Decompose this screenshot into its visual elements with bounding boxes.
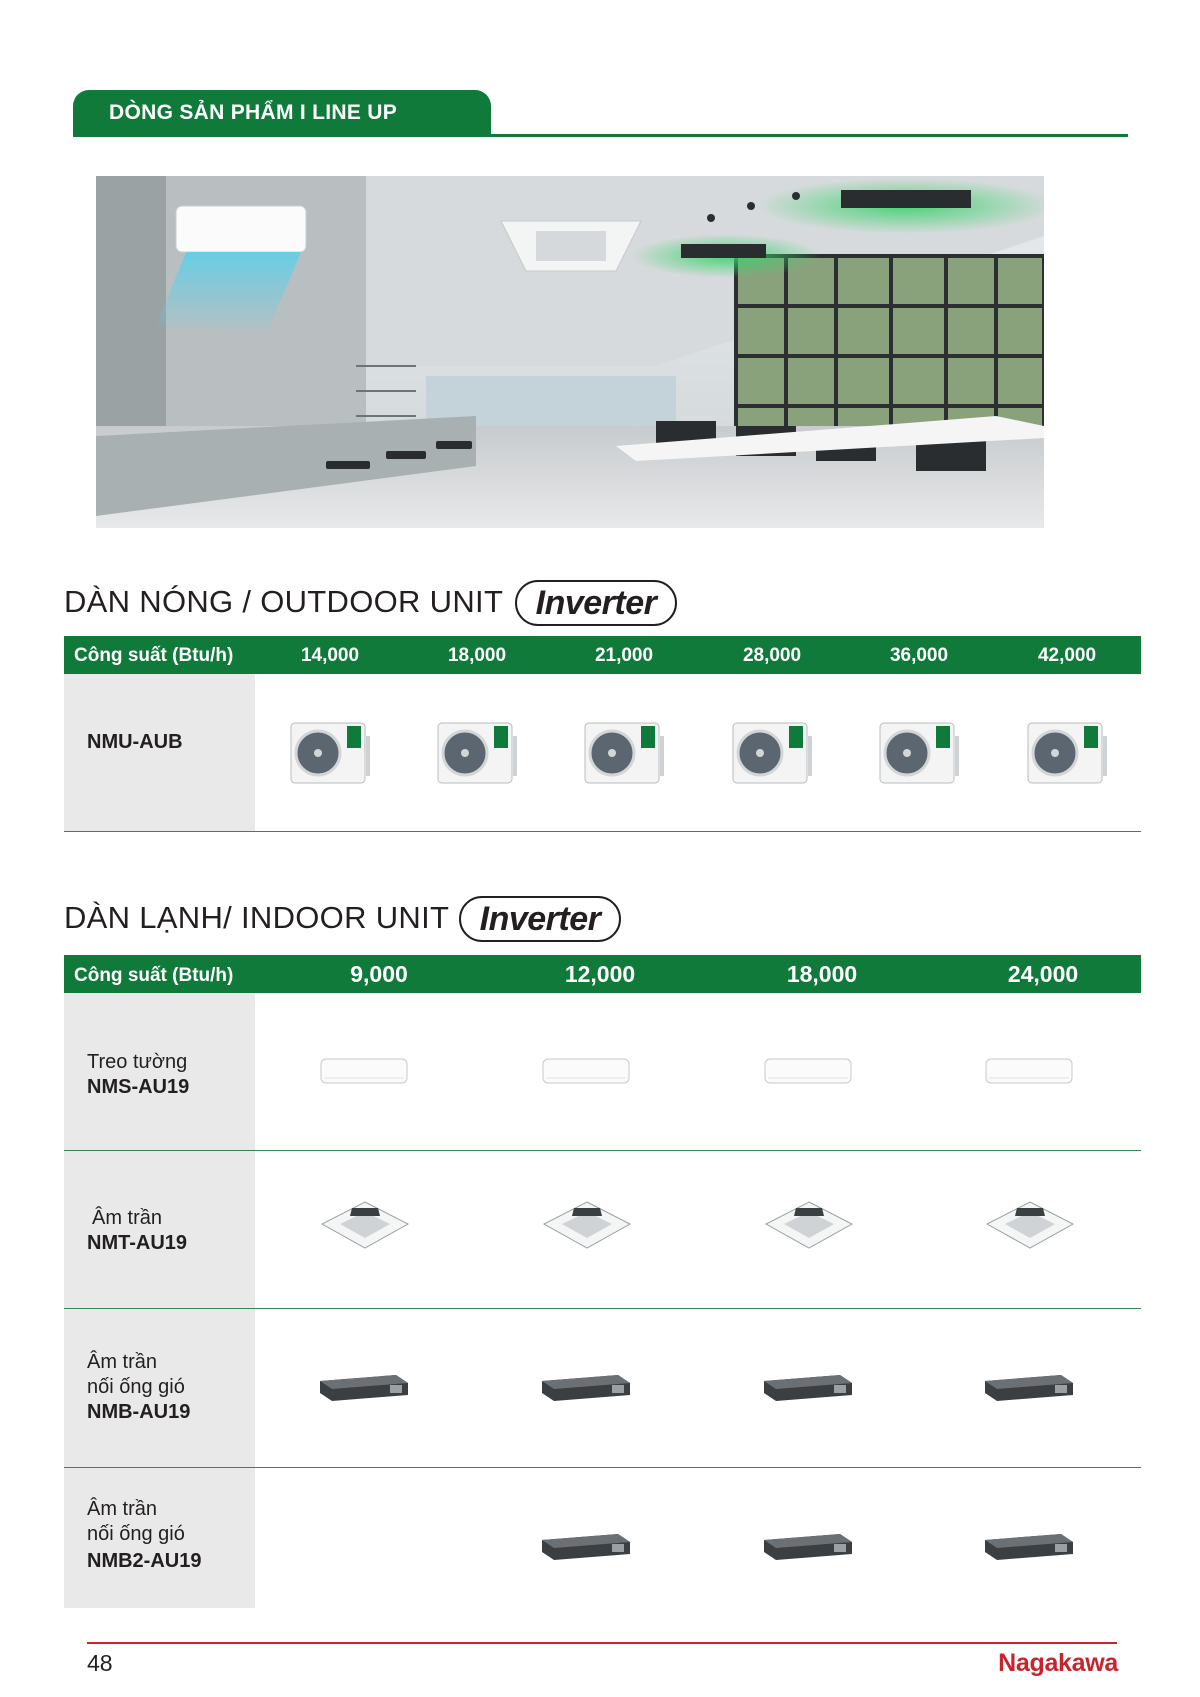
outdoor-unit-icon	[879, 722, 961, 791]
outdoor-table-header	[64, 636, 1141, 674]
outdoor-unit-icon	[584, 722, 666, 791]
brand-logo: Nagakawa	[998, 1649, 1118, 1677]
ducted-unit-icon	[762, 1373, 854, 1408]
indoor-section-title: DÀN LẠNH/ INDOOR UNIT	[64, 900, 450, 935]
outdoor-capacity-5: 36,000	[889, 645, 949, 666]
outdoor-capacity-2: 18,000	[447, 645, 507, 666]
indoor-row-type: Treo tường	[87, 1051, 188, 1073]
cassette-unit-icon	[542, 1200, 632, 1255]
indoor-capacity-3: 18,000	[786, 961, 858, 987]
footer-rule	[87, 1642, 1117, 1644]
wall-mounted-unit-icon	[542, 1058, 630, 1091]
ducted-unit-icon	[540, 1532, 632, 1567]
outdoor-unit-icon	[290, 722, 372, 791]
indoor-row-type-2: nối ống gió	[87, 1523, 185, 1545]
indoor-row-label	[87, 1050, 189, 1100]
indoor-capacity-1: 9,000	[350, 961, 408, 987]
indoor-capacity-4: 24,000	[1007, 961, 1079, 987]
indoor-row-model: NMT-AU19	[87, 1232, 188, 1254]
cassette-unit-icon	[764, 1200, 854, 1255]
outdoor-capacity-1: 14,000	[300, 645, 360, 666]
indoor-row-model: NMB2-AU19	[87, 1550, 202, 1572]
indoor-row-type: Âm trần	[87, 1351, 158, 1373]
ducted-unit-icon	[540, 1373, 632, 1408]
hero-image	[96, 176, 1044, 528]
outdoor-unit-icon	[437, 722, 519, 791]
indoor-table-header	[64, 955, 1141, 993]
indoor-row-type: Âm trần	[87, 1498, 158, 1520]
wall-mounted-unit-icon	[985, 1058, 1073, 1091]
indoor-row-model: NMB-AU19	[87, 1401, 191, 1423]
outdoor-unit-icon	[1027, 722, 1109, 791]
page-number: 48	[87, 1650, 113, 1676]
outdoor-section-title: DÀN NÓNG / OUTDOOR UNIT	[64, 584, 504, 619]
indoor-inverter-badge: Inverter	[459, 896, 621, 942]
section-tab: DÒNG SẢN PHẨM I LINE UP	[73, 90, 491, 136]
outdoor-row-rule	[64, 831, 1141, 832]
indoor-row-label	[87, 1206, 188, 1256]
outdoor-model: NMU-AUB	[87, 731, 183, 753]
indoor-row-type-2: nối ống gió	[87, 1376, 185, 1398]
cassette-unit-icon	[320, 1200, 410, 1255]
wall-mounted-unit-icon	[320, 1058, 408, 1091]
indoor-row-label	[87, 1350, 190, 1425]
section-tab-rule	[73, 134, 1128, 137]
ducted-unit-icon	[983, 1532, 1075, 1567]
indoor-row-type: Âm trần	[92, 1207, 163, 1229]
indoor-row-model: NMS-AU19	[87, 1076, 190, 1098]
outdoor-unit-icon	[732, 722, 814, 791]
ducted-unit-icon	[318, 1373, 410, 1408]
outdoor-inverter-badge: Inverter	[515, 580, 677, 626]
indoor-capacity-2: 12,000	[564, 961, 636, 987]
wall-mounted-unit-icon	[764, 1058, 852, 1091]
outdoor-capacity-4: 28,000	[742, 645, 802, 666]
indoor-header-label: Công suất (Btu/h)	[74, 965, 234, 986]
ducted-unit-icon	[762, 1532, 854, 1567]
outdoor-capacity-3: 21,000	[594, 645, 654, 666]
outdoor-header-label: Công suất (Btu/h)	[74, 645, 234, 666]
indoor-row-label	[87, 1497, 201, 1574]
outdoor-capacity-6: 42,000	[1037, 645, 1097, 666]
ducted-unit-icon	[983, 1373, 1075, 1408]
cassette-unit-icon	[985, 1200, 1075, 1255]
